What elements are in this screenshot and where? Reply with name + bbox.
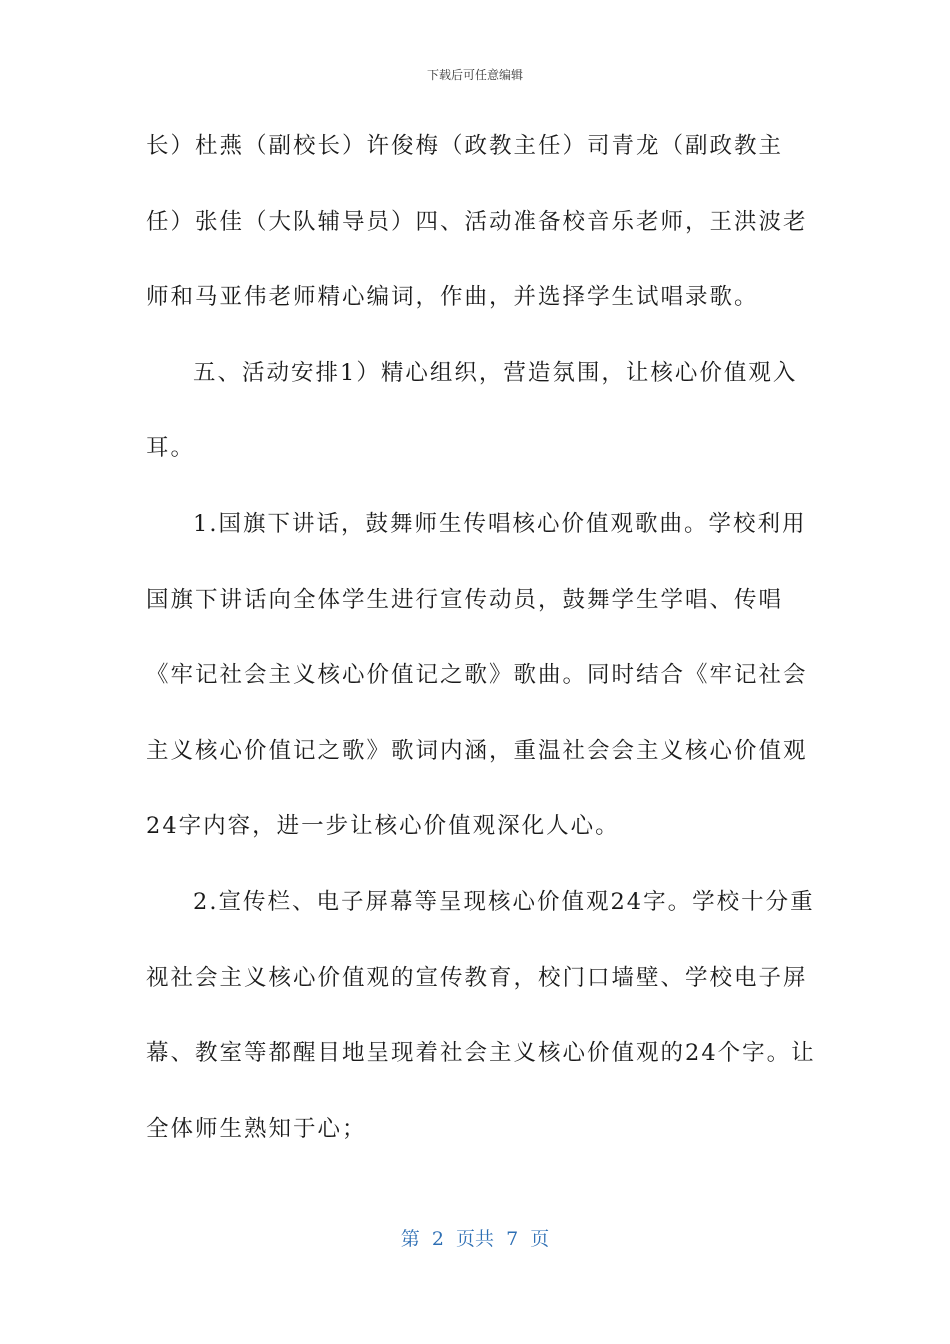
text-line: 任）张佳（大队辅导员）四、活动准备校音乐老师，王洪波老 (146, 208, 808, 235)
text-line: 《牢记社会主义核心价值记之歌》歌曲。同时结合《牢记社会 (146, 662, 808, 689)
document-body (146, 120, 816, 1178)
text-line: 24字内容，进一步让核心价值观深化人心。 (146, 813, 620, 840)
text-line: 1.国旗下讲话，鼓舞师生传唱核心价值观歌曲。学校利用 (193, 510, 807, 537)
page-number-footer: 第 2 页共 7 页 (400, 1228, 550, 1250)
text-line: 耳。 (146, 435, 196, 462)
text-line: 长）杜燕（副校长）许俊梅（政教主任）司青龙（副政教主 (146, 133, 784, 159)
text-line: 五、活动安排1）精心组织，营造氛围，让核心价值观入 (193, 359, 798, 386)
text-line: 视社会主义核心价值观的宣传教育，校门口墙壁、学校电子屏 (146, 964, 808, 991)
text-line: 主义核心价值记之歌》歌词内涵，重温社会会主义核心价值观 (146, 737, 808, 764)
text-line: 国旗下讲话向全体学生进行宣传动员，鼓舞学生学唱、传唱 (146, 586, 784, 613)
text-line: 全体师生熟知于心； (146, 1115, 367, 1142)
text-line: 幕、教室等都醒目地呈现着社会主义核心价值观的24个字。让 (146, 1040, 816, 1067)
text-line: 2.宣传栏、电子屏幕等呈现核心价值观24字。学校十分重 (193, 888, 815, 915)
text-line: 师和马亚伟老师精心编词，作曲，并选择学生试唱录歌。 (146, 284, 759, 311)
page-header-note: 下载后可任意编辑 (426, 68, 523, 82)
